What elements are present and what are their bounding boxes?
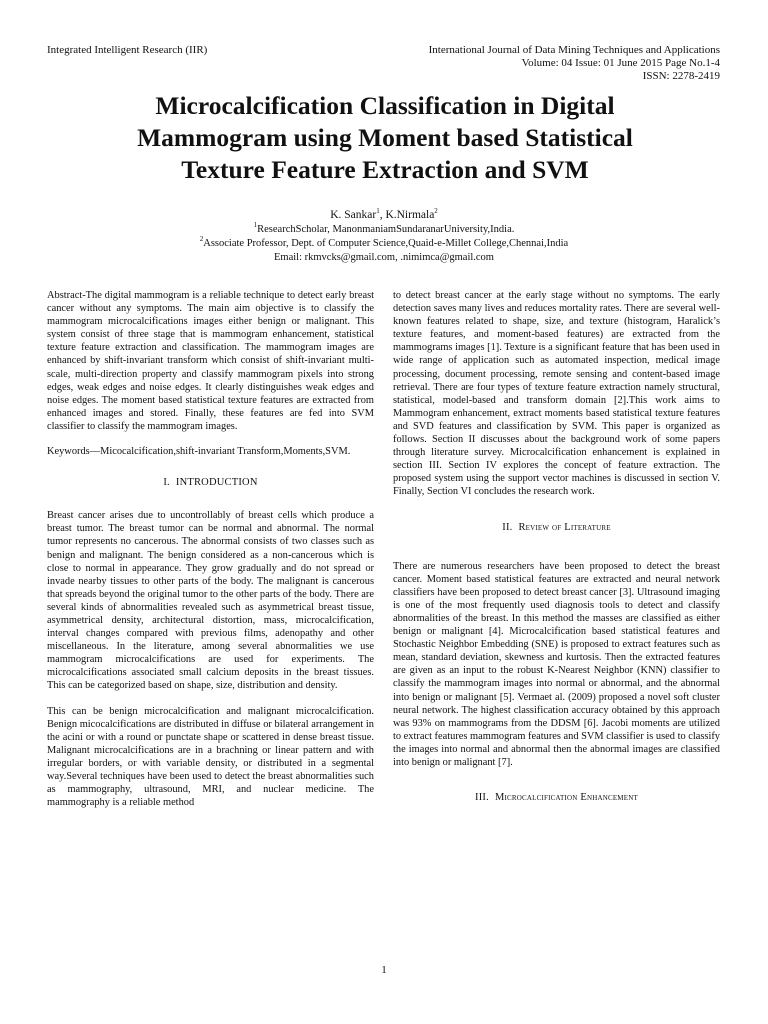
section-number: III. bbox=[475, 792, 489, 804]
author-1: K. Sankar bbox=[330, 209, 377, 221]
author-2-mark: 2 bbox=[434, 207, 438, 215]
affiliation-1-mark: 1 bbox=[253, 221, 258, 229]
journal-name: International Journal of Data Mining Techniques and Applications bbox=[428, 44, 720, 56]
left-column bbox=[47, 289, 374, 809]
section-title: Microcalcification Enhancement bbox=[494, 792, 638, 804]
affiliation-1: $^1$ResearchScholar, ManonmaniamSundaranarUniversity,India. bbox=[253, 221, 515, 235]
page-number: 1 bbox=[381, 964, 387, 976]
right-column bbox=[393, 289, 720, 824]
keywords: Keywords—Micocalcification,shift-invariant Transform,Moments,SVM. bbox=[47, 446, 351, 458]
intro-continuation: to detect breast cancer at the early stage without no symptoms. The early detection saves many lives and reduces mortality rates. There are several well-known features related to shape, size, and texture (histogram, Haralick’s texture features, and moment-based features) are extracted from the mammograms images [1]. Texture is a significant feature that has been used in wide range of application such as automated inspection, medical image processing, document processing, remote sensing and content-based image retrieval. There are four types of texture feature extraction namely structural, statistical, model-based and transform domain [2].This work aims to Mammogram enhancement, extract moments based statistical texture features and SVD features and classification by SVM. This paper is organized as follows. Section II discusses about the background work of some papers through literature survey. Microcalcification enhancement is explained in section III. Section IV explores the concept of feature extraction. The proposed system using the support vector machines is discussed in section V. Finally, Section VI concludes the research work. bbox=[393, 290, 720, 498]
journal-info bbox=[429, 44, 720, 83]
author-block bbox=[0, 208, 768, 265]
section-number: I. bbox=[163, 477, 170, 489]
section-heading-review bbox=[393, 521, 720, 534]
author-1-mark: 1 bbox=[376, 207, 380, 215]
journal-volume: Volume: 04 Issue: 01 June 2015 Page No.1-4 bbox=[521, 57, 720, 69]
affiliation-2-mark: 2 bbox=[199, 235, 204, 243]
affiliation-2: $^2$Associate Professor, Dept. of Computer Science,Quaid-e-Millet College,Chennai,India bbox=[199, 235, 569, 249]
title-line-2: Mammogram using Moment based Statistical bbox=[137, 123, 633, 152]
abstract: Abstract-The digital mammogram is a reliable technique to detect early breast cancer without any symptoms. The main aim objective is to classify the mammogram microcalcifications images either benign or malignant. This system consist of three stage that is mammogram enhancement, statistical texture feature extraction and classification. The mammogram images are enhanced by shift-invariant transform which consist of shift-invariant multi-scale, multi-direction property and classify mammogram pixels into strong edges, weak edges and noise edges. It clearly distinguishes weak edges and noise edges. The moment based statistical texture features are extracted from enhanced images and stored. Finally, these features are fed into SVM classifier to classify the mammogram images. bbox=[47, 290, 374, 432]
section-title: Review of Literature bbox=[518, 521, 611, 533]
email-line: Email: rkmvcks@gmail.com, .nimimca@gmail.com bbox=[274, 252, 494, 263]
paper-title bbox=[40, 90, 730, 186]
author-names bbox=[0, 208, 768, 223]
intro-paragraph-1: Breast cancer arises due to uncontrollably of breast cells which produce a breast tumor. The breast tumor can be normal and abnormal. The normal tumor represents no cancerous. The abnormal consists of two classes such as benign and malignant. The benign considered as a non-cancerous which is close to normal in appearance. They grow gradually and do not spread or invade nearby tissues to other parts of the body. The malignant is cancerous that spreads beyond the original tumor to the other parts of the body. There are several kinds of abnormalities revealed such as asymmetrical breast tissue, asymmetrical density, architectural distortion, mass, microcalcification, interval changes compared with previous films, adenopathy and other miscellaneous. In the literature, among several abnormalities we use mammogram microcalcifications are used for experiments. The microcalcifications associated small calcium deposits in the breast tissues. This can be categorized based on shape, size, distribution and density. bbox=[47, 510, 374, 692]
journal-issn: ISSN: 2278-2419 bbox=[642, 70, 720, 82]
section-title: INTRODUCTION bbox=[175, 477, 258, 489]
section-number: II. bbox=[502, 521, 513, 533]
title-line-1: Microcalcification Classification in Digital bbox=[155, 91, 615, 120]
title-line-3: Texture Feature Extraction and SVM bbox=[181, 155, 589, 184]
section-heading-introduction bbox=[47, 476, 374, 489]
author-2: K.Nirmala bbox=[385, 209, 435, 221]
review-paragraph: There are numerous researchers have been proposed to detect the breast cancer. Moment based statistical features are extracted and neural network classifiers have been proposed to detect breast cancer [3]. Ultrasound imaging is one of the most frequently used diagnosis tools to detect and classify abnormalities of the breast. In this method the masses are classified as either benign or malignant [4]. Microcalcification based statistical features and Stochastic Neighbor Embedding (SNE) is proposed to extract features such as mean, standard deviation, skewness and kurtosis. Then the extracted features are given as an input to the robust K-Nearest Neighbor (KNN) classifier to classify the mammogram images into normal or abnormal, and the abnormal into benign or malignant [5]. Vermaet al. (2009) proposed a novel soft cluster neural network. The highest classification accuracy obtained by this approach was 93% on mammograms from the DDSM [6]. Jacobi moments are utilized to extract features mammogram features and SVM classifier is used to classify the images into normal and abnormal then the abnormal images are classified into benign or malignant [7]. bbox=[393, 560, 720, 768]
intro-paragraph-2: This can be benign microcalcification and malignant microcalcification. Benign micocalcifications are distributed in diffuse or bilateral arrangement in the acini or with a round or punctate shape or scattered in dense breast tissue. Malignant microcalcifications are in a brachning or linear pattern and with irregular borders, or with variable density, or distributed in a segmental way.Several techniques have been used to detect the breast abnormalities such as mammography, ultrasound, MRI, and nuclear medicine. The mammography is a reliable method bbox=[47, 705, 374, 809]
journal-publisher: Integrated Intelligent Research (IIR) bbox=[47, 44, 208, 56]
author-separator: , bbox=[379, 209, 386, 221]
section-heading-enhancement bbox=[393, 791, 720, 804]
